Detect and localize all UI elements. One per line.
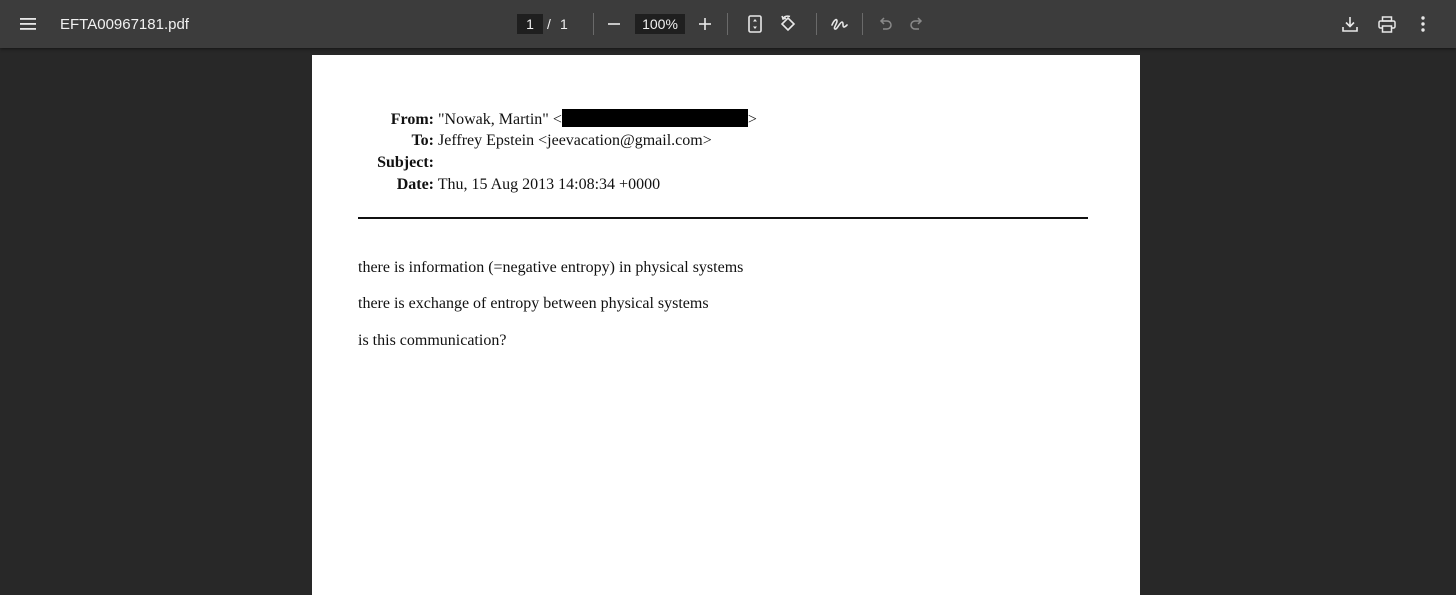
fit-page-button[interactable]	[739, 8, 771, 40]
hamburger-menu-icon[interactable]	[12, 8, 44, 40]
email-to-row	[358, 132, 712, 150]
page-number-input[interactable]: 1	[517, 14, 543, 34]
redaction-block	[562, 109, 748, 127]
page-total: 1	[560, 16, 568, 32]
from-label: From:	[390, 111, 434, 128]
plus-icon	[699, 18, 711, 30]
document-title: EFTA00967181.pdf	[60, 15, 189, 33]
date-value: Thu, 15 Aug 2013 14:08:34 +0000	[437, 176, 661, 193]
body-line: there is information (=negative entropy) in physical systems	[358, 259, 744, 276]
download-button[interactable]	[1334, 8, 1366, 40]
annotate-button[interactable]	[823, 8, 855, 40]
email-date-row	[358, 176, 660, 194]
rotate-button[interactable]	[772, 8, 804, 40]
redo-button[interactable]	[901, 8, 933, 40]
to-label: To:	[411, 132, 434, 149]
subject-label: Subject:	[377, 154, 434, 171]
pdf-toolbar	[0, 0, 1456, 48]
print-button[interactable]	[1371, 8, 1403, 40]
draw-icon	[830, 16, 848, 32]
toolbar-divider	[593, 13, 594, 35]
body-line: there is exchange of entropy between physical systems	[358, 295, 709, 312]
rotate-icon	[779, 15, 797, 33]
email-subject-row	[358, 154, 434, 172]
fit-page-icon	[748, 15, 762, 33]
print-icon	[1378, 16, 1396, 33]
to-value: Jeffrey Epstein <jeevacation@gmail.com>	[438, 132, 712, 149]
toolbar-divider	[862, 13, 863, 35]
menu-button[interactable]	[12, 0, 44, 48]
page-separator: /	[547, 16, 551, 32]
email-from-row	[358, 109, 757, 129]
zoom-input[interactable]: 100%	[635, 14, 685, 34]
toolbar-divider	[727, 13, 728, 35]
more-options-button[interactable]	[1407, 8, 1439, 40]
undo-icon	[877, 17, 893, 31]
body-line: is this communication?	[358, 332, 507, 349]
redo-icon	[909, 17, 925, 31]
more-vertical-icon	[1421, 16, 1425, 32]
zoom-out-button[interactable]	[598, 8, 630, 40]
zoom-in-button[interactable]	[689, 8, 721, 40]
toolbar-divider	[816, 13, 817, 35]
from-value-suffix: >	[747, 111, 757, 128]
download-icon	[1341, 15, 1359, 33]
date-label: Date:	[396, 176, 434, 193]
minus-icon	[608, 18, 620, 30]
undo-button[interactable]	[869, 8, 901, 40]
header-divider	[358, 217, 1088, 219]
pdf-page	[312, 55, 1140, 595]
from-value: "Nowak, Martin" <	[438, 111, 562, 128]
